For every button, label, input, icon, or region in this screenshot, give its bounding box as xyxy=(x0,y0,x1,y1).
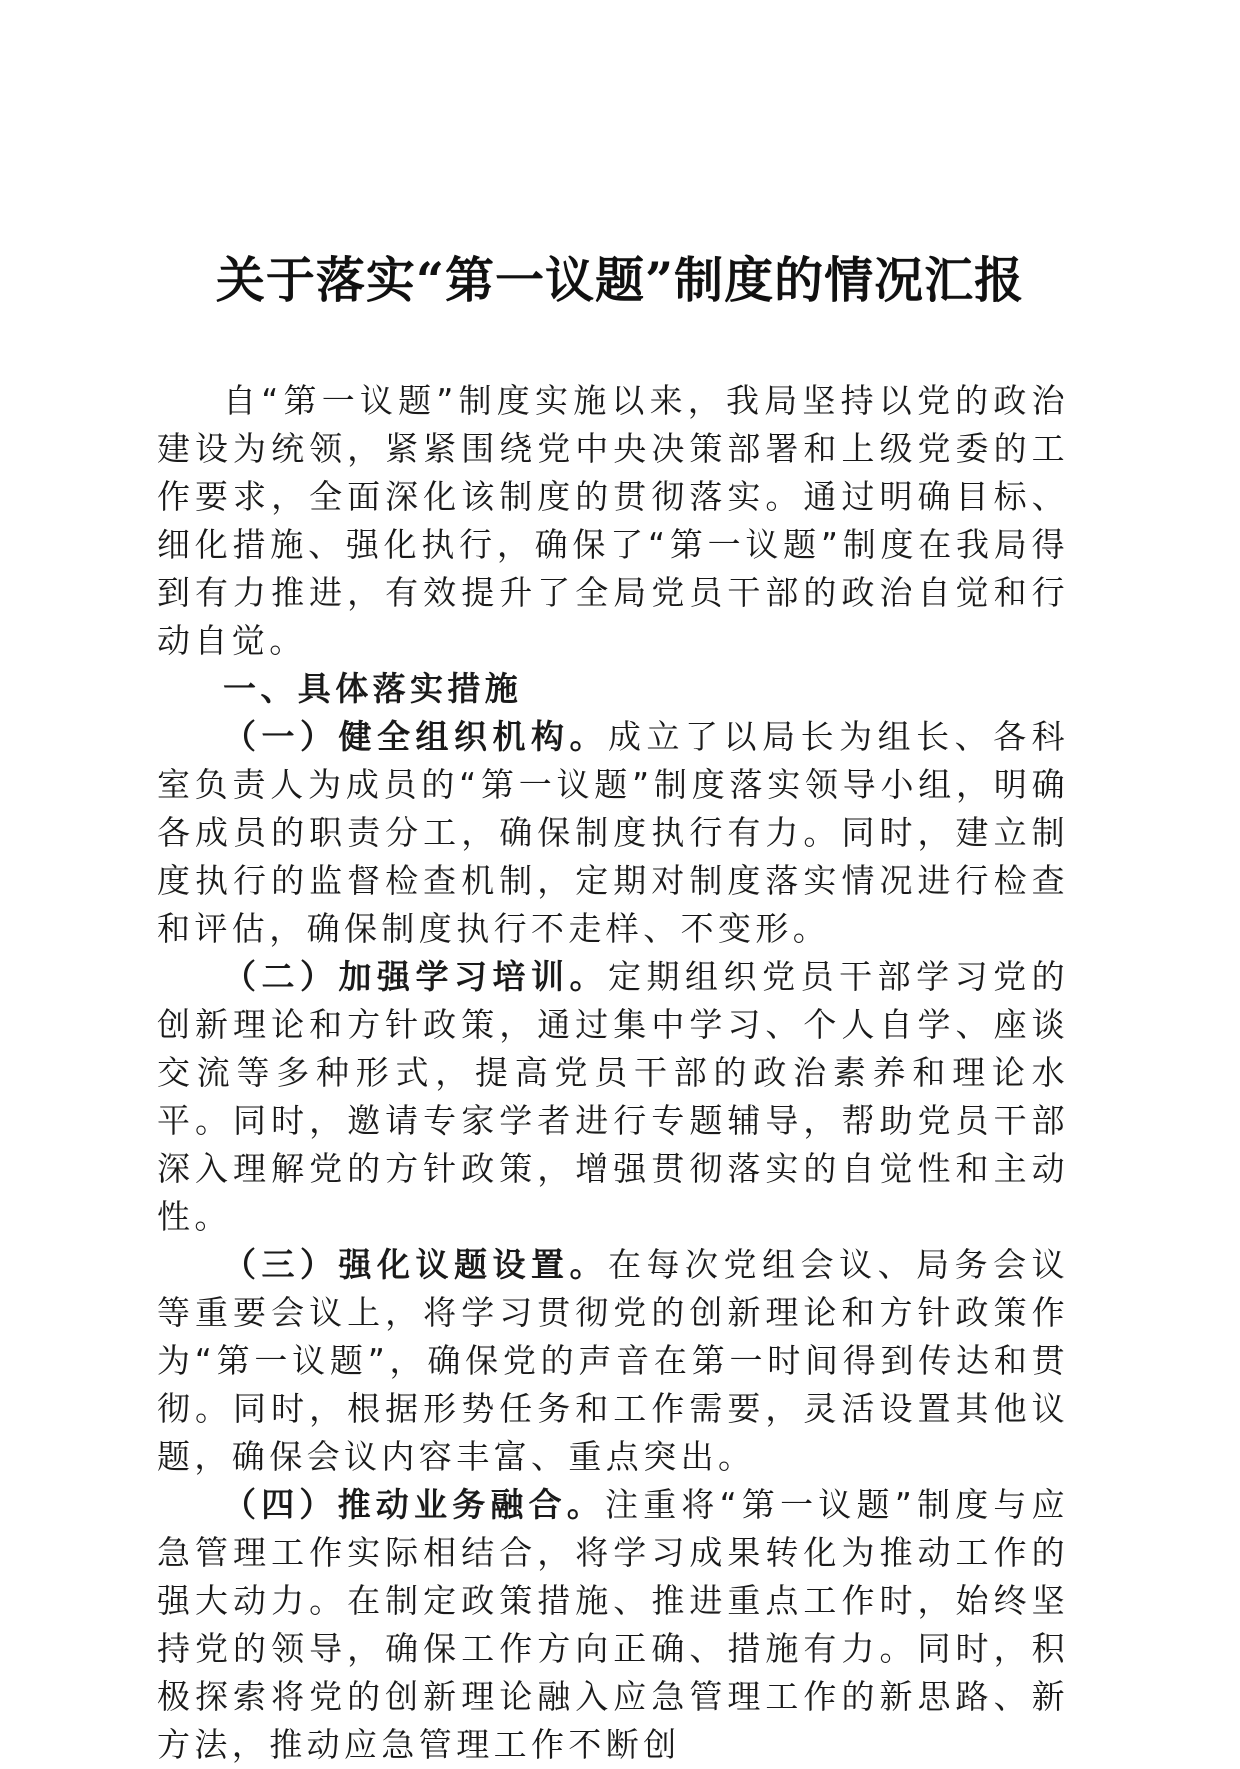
measure-paragraph-3 xyxy=(157,1241,1069,1481)
measure-text-1: 成立了以局长为组长、各科室负责人为成员的“第一议题”制度落实领导小组，明确各成员的职责分工，确保制度执行有力。同时，建立制度执行的监督检查机制，定期对制度落实情况进行检查和评估，确保制度执行不走样、不变形。 xyxy=(157,717,1069,948)
measure-paragraph-1 xyxy=(157,713,1069,953)
measure-text-2: 定期组织党员干部学习党的创新理论和方针政策，通过集中学习、个人自学、座谈交流等多种形式，提高党员干部的政治素养和理论水平。同时，邀请专家学者进行专题辅导，帮助党员干部深入理解党的方针政策，增强贯彻落实的自觉性和主动性。 xyxy=(157,957,1069,1236)
measure-paragraph-4 xyxy=(157,1481,1069,1769)
measure-lead-3: （三）强化议题设置。 xyxy=(223,1245,609,1284)
measure-lead-2: （二）加强学习培训。 xyxy=(223,957,609,996)
measure-lead-1: （一）健全组织机构。 xyxy=(223,717,609,756)
document-title: 关于落实“第一议题”制度的情况汇报 xyxy=(215,251,1025,309)
measure-paragraph-2 xyxy=(157,953,1069,1241)
intro-paragraph: 自“第一议题”制度实施以来，我局坚持以党的政治建设为统领，紧紧围绕党中央决策部署和上级党委的工作要求，全面深化该制度的贯彻落实。通过明确目标、细化措施、强化执行，确保了“第一议题”制度在我局得到有力推进，有效提升了全局党员干部的政治自觉和行动自觉。 xyxy=(157,381,1069,660)
document-body xyxy=(157,377,1069,1769)
section-heading: 一、具体落实措施 xyxy=(223,669,523,708)
measure-text-4: 注重将“第一议题”制度与应急管理工作实际相结合，将学习成果转化为推动工作的强大动力。在制定政策措施、推进重点工作时，始终坚持党的领导，确保工作方向正确、措施有力。同时，积极探索将党的创新理论融入应急管理工作的新思路、新方法，推动应急管理工作不断创 xyxy=(157,1485,1069,1764)
measure-text-3: 在每次党组会议、局务会议等重要会议上，将学习贯彻党的创新理论和方针政策作为“第一议题”，确保党的声音在第一时间得到传达和贯彻。同时，根据形势任务和工作需要，灵活设置其他议题，确保会议内容丰富、重点突出。 xyxy=(157,1245,1069,1476)
measure-lead-4: （四）推动业务融合。 xyxy=(223,1485,605,1524)
